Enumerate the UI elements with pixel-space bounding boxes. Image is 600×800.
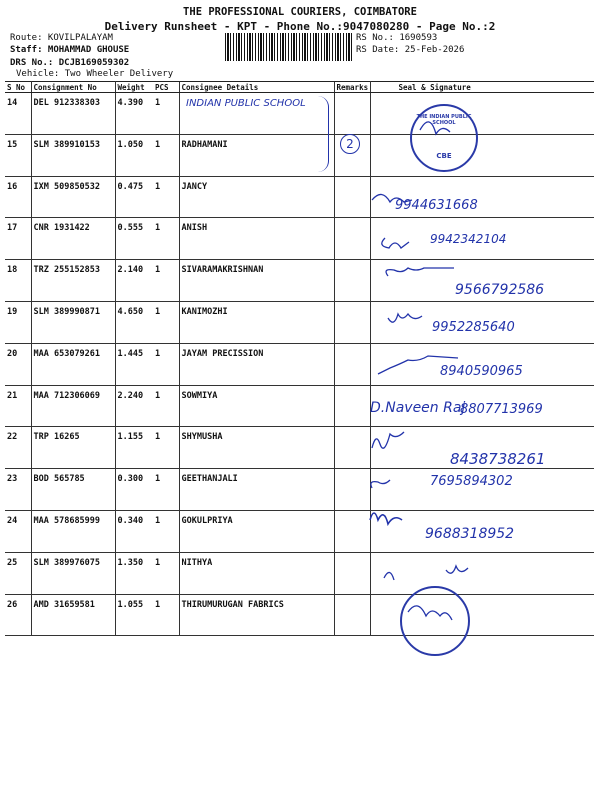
signature-22 <box>372 432 404 448</box>
row-weight: 1.155 <box>115 427 153 469</box>
row-sno: 20 <box>5 343 31 385</box>
row-consignment: MAA 712306069 <box>31 385 115 427</box>
handwritten-remark-count: 2 <box>340 134 360 154</box>
row-weight: 1.445 <box>115 343 153 385</box>
row-consignment: IXM 509850532 <box>31 176 115 218</box>
row-consignee: RADHAMANI <box>179 134 334 176</box>
row-consignee: SOWMIYA <box>179 385 334 427</box>
handwritten-name-21: D.Naveen Raj <box>370 400 466 416</box>
row-consignment: DEL 912338303 <box>31 93 115 135</box>
row-sno: 24 <box>5 510 31 552</box>
row-consignment: SLM 389910153 <box>31 134 115 176</box>
row-pcs: 1 <box>153 343 179 385</box>
row-weight: 0.300 <box>115 469 153 511</box>
row-sno: 15 <box>5 134 31 176</box>
rs-date: RS Date: 25-Feb-2026 <box>356 45 465 55</box>
row-sno: 22 <box>5 427 31 469</box>
row-sno: 16 <box>5 176 31 218</box>
drs-number: DRS No.: DCJB169059302 <box>10 58 130 68</box>
row-weight: 1.050 <box>115 134 153 176</box>
row-pcs: 1 <box>153 510 179 552</box>
vehicle-label: Vehicle: Two Wheeler Delivery <box>16 69 174 79</box>
row-weight: 1.350 <box>115 552 153 594</box>
row-pcs: 1 <box>153 134 179 176</box>
row-weight: 0.340 <box>115 510 153 552</box>
col-remarks: Remarks <box>334 82 370 93</box>
row-weight: 1.055 <box>115 594 153 636</box>
row-consignee: NITHYA <box>179 552 334 594</box>
signature-23 <box>371 480 390 488</box>
row-consignee: GOKULPRIYA <box>179 510 334 552</box>
row-weight: 4.390 <box>115 93 153 135</box>
col-pcs: PCS <box>153 82 179 93</box>
handwritten-phone-21: 8807713969 <box>460 402 543 417</box>
handwritten-phone-20: 8940590965 <box>440 364 523 379</box>
row-consignee: ANISH <box>179 218 334 260</box>
row-pcs: 1 <box>153 260 179 302</box>
signature-19 <box>388 314 422 322</box>
col-sno: S No <box>5 82 31 93</box>
row-consignment: BOD 565785 <box>31 469 115 511</box>
row-consignee: JAYAM PRECISSION <box>179 343 334 385</box>
rs-number: RS No.: 1690593 <box>356 33 438 43</box>
row-consignment: MAA 653079261 <box>31 343 115 385</box>
row-sno: 18 <box>5 260 31 302</box>
row-consignee: JANCY <box>179 176 334 218</box>
signature-26 <box>408 606 452 620</box>
row-consignment: CNR 1931422 <box>31 218 115 260</box>
staff-label: Staff: MOHAMMAD GHOUSE <box>10 45 130 55</box>
seal-bottom-text: CBE <box>436 152 452 160</box>
row-pcs: 1 <box>153 385 179 427</box>
company-name: THE PROFESSIONAL COURIERS, COIMBATORE <box>183 6 417 18</box>
handwritten-phone-17: 9942342104 <box>430 232 507 246</box>
row-consignee: KANIMOZHI <box>179 301 334 343</box>
row-sno: 25 <box>5 552 31 594</box>
row-consignment: TRZ 255152853 <box>31 260 115 302</box>
signature-24 <box>370 513 402 524</box>
row-consignee: SHYMUSHA <box>179 427 334 469</box>
row-pcs: 1 <box>153 427 179 469</box>
row-consignee: SIVARAMAKRISHNAN <box>179 260 334 302</box>
row-pcs: 1 <box>153 176 179 218</box>
handwritten-phone-19: 9952285640 <box>432 320 515 335</box>
row-sno: 14 <box>5 93 31 135</box>
row-weight: 4.650 <box>115 301 153 343</box>
row-weight: 2.140 <box>115 260 153 302</box>
row-weight: 0.555 <box>115 218 153 260</box>
col-details: Consignee Details <box>179 82 334 93</box>
handwritten-phone-24: 9688318952 <box>425 526 515 542</box>
signature-17 <box>382 238 409 248</box>
row-pcs: 1 <box>153 552 179 594</box>
row-pcs: 1 <box>153 93 179 135</box>
handwritten-phone-22: 8438738261 <box>450 450 546 468</box>
col-signature: Seal & Signature <box>370 82 594 93</box>
row-sno: 17 <box>5 218 31 260</box>
row-pcs: 1 <box>153 218 179 260</box>
signature-18 <box>386 268 454 276</box>
row-consignee: GEETHANJALI <box>179 469 334 511</box>
signature-14 <box>420 122 450 134</box>
handwritten-phone-16: 9944631668 <box>395 198 478 213</box>
row-sno: 23 <box>5 469 31 511</box>
row-sno: 19 <box>5 301 31 343</box>
row-pcs: 1 <box>153 594 179 636</box>
runsheet-title: Delivery Runsheet - KPT - Phone No.:9047080280 - Page No.:2 <box>104 20 496 33</box>
row-sno: 21 <box>5 385 31 427</box>
row-pcs: 1 <box>153 301 179 343</box>
signature-25 <box>384 566 468 580</box>
signature-20 <box>378 356 458 374</box>
handwritten-phone-18: 9566792586 <box>455 282 545 298</box>
route-label: Route: KOVILPALAYAM <box>10 33 113 43</box>
row-consignee: THIRUMURUGAN FABRICS <box>179 594 334 636</box>
handwritten-school-name: INDIAN PUBLIC SCHOOL <box>186 98 306 109</box>
row-pcs: 1 <box>153 469 179 511</box>
row-consignment: AMD 31659581 <box>31 594 115 636</box>
signature-16 <box>372 194 412 202</box>
row-sno: 26 <box>5 594 31 636</box>
row-consignment: MAA 578685999 <box>31 510 115 552</box>
row-consignment: SLM 389976075 <box>31 552 115 594</box>
seal-top-text: THE INDIAN PUBLIC SCHOOL <box>416 114 472 126</box>
row-weight: 2.240 <box>115 385 153 427</box>
col-weight: Weight <box>115 82 153 93</box>
col-consignment: Consignment No <box>31 82 115 93</box>
row-weight: 0.475 <box>115 176 153 218</box>
handwritten-phone-23: 7695894302 <box>430 474 513 489</box>
row-consignment: TRP 16265 <box>31 427 115 469</box>
row-consignment: SLM 389990871 <box>31 301 115 343</box>
